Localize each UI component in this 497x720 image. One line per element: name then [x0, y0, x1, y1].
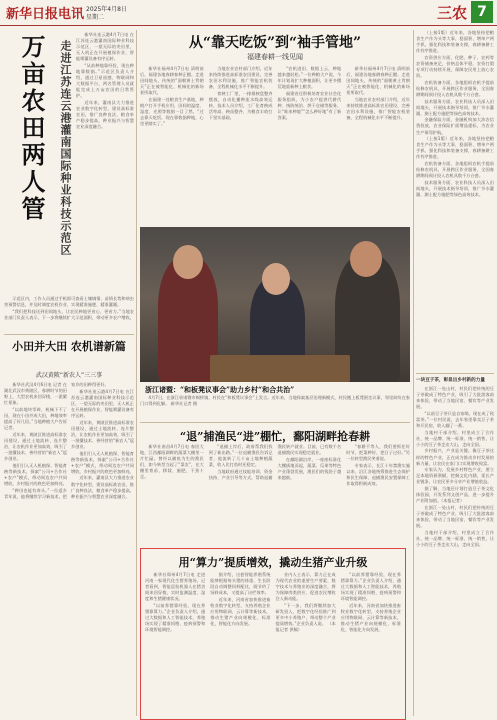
right-column-subheading: 一块豆子茶，彰显出乡村新的力量 [416, 378, 485, 383]
photo-person-right-face [350, 241, 382, 277]
left-article-subtitle: 走进江苏连云港灌南国际种业科技示范区 [59, 40, 72, 256]
issue-date: 2025年4月8日 [86, 6, 127, 13]
divider-left-horizontal [4, 334, 134, 335]
top-article-headline: 从“靠天吃饭”到“袖手管地” [188, 35, 362, 51]
middle-article-body: 新华社南昌4月7日电 春回大地，江西鄱阳湖畔的蔬菜大棚里一片忙碌。曾经以捕鱼为生的渔民们，如今转型当起了“菜农”，在大棚里育苗、移栽、施肥，干劲十足。 “退捕上岸后，政府帮我们找到了新出路。”一位退捕渔民告诉记者，他流转了几十亩土地种植蔬菜，收入比打鱼时还稳定。 当地政府通过技能培训、资金扶持、产业引导等方式，帮助退捕渔民转产就业。目前，已有数千名退捕渔民实现稳定就业。 在鄱阳湖沿岸，一座座标准化大棚拔地而起，蔬菜、瓜果等特色产业蓬勃发展，渔民们的钱袋子越来越鼓。 “春耕不等人，我们要抓住好时节，把菜种好、把日子过好。”另一位转型渔民笑着说。 专家表示，长江十年禁渔实施以来，沿江各地统筹推进生态保护和民生保障，退捕渔民安置保障工作取得积极成效。 [140, 444, 410, 487]
boxed-article-body: 新华社郑州4月7日电 走进河南一家现代化生猪养殖场，记者看到，智能巡检机器人在猪舍间来回穿梭，实时监测温度、湿度和生猪健康状况。 “以前养猪靠经验，现在养猪靠算力。”企业负责人介绍，通过大数据和人工智能技术，养殖场实现了精准饲喂、疫病预警和环境智能调控。 据介绍，这套智能养殖系统能够根据每头猪的体重、生长阶段自动调整饲料配比，既节约了饲料成本，又提高了出栏效率。 近年来，河南省加快推进畜牧业数字化转型，支持养殖企业应用物联网、云计算等新技术，推动生猪产业向规模化、标准化、智能化方向发展。 业内人士表示，算力正在成为现代农业的重要生产要素，数字技术与养殖业的深度融合，将为保障肉类供应、促进农民增收注入新动能。 “下一步，我们将继续加大研发投入，把数字化经验推广到更多中小养殖户，带动整个产业提质增效。”企业负责人说。 （本报记者 供稿） “以前养猪靠经验，现在养猪靠算力。”企业负责人介绍，通过大数据和人工智能技术，养殖场实现了精准饲喂、疫病预警和环境智能调控。 近年来，河南省加快推进畜牧业数字化转型，支持养殖企业应用物联网、云计算等新技术，推动生猪产业向规模化、标准化、智能化方向发展。 [145, 572, 401, 633]
right-column-body-bottom: 在浙江一处山村，村民们把传统的豆子茶做成了特色产业，吸引了大批游客前来体验，带动了当地民宿、餐饮等产业发展。 “以前豆子茶只是自家喝，现在成了致富茶。”一位村民说，去年家里靠卖豆子茶和开民宿，收入翻了一番。 当地村干部介绍，村里成立了合作社，统一品牌、统一标准、统一销售，让小小的豆子茶走出大山，走向全国。 乡村振兴，产业是关键。像豆子茶这样的特色产业，正在成为推动乡村发展的新力量，让农民在家门口实现增收致富。 专家认为，发展乡村特色产业，要立足本地资源禀赋，挖掘文化内涵，延长产业链条，让农民更多分享产业增值收益。 据了解，当地还计划打造豆子茶文化体验园，开发系列文创产品，进一步提升产业附加值。（本报记者） 在浙江一处山村，村民们把传统的豆子茶做成了特色产业，吸引了大批游客前来体验，带动了当地民宿、餐饮等产业发展。 当地村干部介绍，村里成立了合作社，统一品牌、统一标准、统一销售，让小小的豆子茶走出大山，走向全国。 [416, 386, 494, 547]
page-number-badge: 7 [471, 1, 493, 23]
section-title: 三农 [436, 4, 467, 22]
top-article-body: 新华社福州4月7日电 清明前后，福建各地春耕春种正酣。走进田间地头，传统的“面朝黄土背朝天”正在被智能化、机械化的新场景所取代。 在福建一处粮食生产基地，种植户打开手机应用，田间的温度、湿度、光照等数据一目了然。“过去靠天吃饭，现在靠数据种地，心里更踏实了。” 当地农业农村部门介绍，近年来持续推进高标准农田建设，完善农田水利设施，推广智能农机装备，全程机械化水平不断提升。 育秧工厂里，一排排秧盘整齐摆放，自动化播种流水线高效运转。技术人员介绍，工厂化育秧成活率高、秧苗整齐，为粮食丰收打下坚实基础。 “农机进田、数据上云，种地越来越轻松。”一位种粮大户说，今年计划再扩大种植面积，让更多撂荒地重新种上粮食。 福建省还积极培育农业社会化服务组织，为小农户提供代耕代种、统防统治、烘干仓储等服务，让“谁来种地”“怎么种好地”有了新答案。 新华社福州4月7日电 清明前后，福建各地春耕春种正酣。走进田间地头，传统的“面朝黄土背朝天”正在被智能化、机械化的新场景所取代。 当地农业农村部门介绍，近年来持续推进高标准农田建设，完善农田水利设施，推广智能农机装备，全程机械化水平不断提升。 [140, 66, 410, 127]
photo-caption-text: 4月7日，在浙江省诸暨市枫桥镇，村民在“和板凳议事会”上发言。近年来，当地探索基层治理新模式，村民搬上板凳围坐议事，邻里纠纷在家门口得到化解。 新华社记者 摄 [140, 395, 410, 407]
middle-article-headline: “退”捕渔民“进”棚忙，鄱阳湖畔抢春耕 [179, 430, 371, 443]
photo-person-left-face [173, 245, 203, 279]
left-article-body-a: 新华社连云港4月7日电 在江苏连云港灌南国际种业科技示范区，一望无际的麦田里，无人机正在开展植保作业，智能喷灌设备有序运转。 “从前种地靠经验，现在种地靠数据。”示范区负责人介绍，通过卫星遥感、物联网和大数据平台，两名管理人员就能完成上万亩农田的日常管护。 近年来，灌南县大力推进农业数字化转型，建设高标准农田，推广良种良法，粮食单产稳步提高，种业振兴与智慧农业深度融合。 [76, 32, 134, 130]
photo-person-center-face [262, 263, 290, 295]
photo-table [210, 355, 350, 382]
divider-right-vertical [413, 30, 414, 716]
divider-right-horizontal [416, 373, 494, 374]
newspaper-logo: 新华日报电讯 [6, 7, 85, 22]
divider-middle-horizontal [140, 422, 410, 423]
left-bottom-headline: 小田并大田 农机谱新篇 [12, 340, 126, 353]
boxed-article-headline: 用“算力”提质增效，撬动生猪产业升级 [178, 556, 368, 569]
news-photo [140, 227, 410, 382]
left-bottom-body: 新华社武汉4月6日电 记者 在湖北武汉市黄陂区，春耕时节的田野上，大型农机来回穿梭，一派繁忙景象。 “以前地块零碎，机械下不了田，现在小田并成大田，种地效率提高了好几倍。”当地种植大户告诉记者。 近年来，黄陂区推进高标准农田建设，通过土地流转、连片整治，让农机作业更加高效，吸引了一批懂技术、善经营的“新农人”返乡创业。 他们引入无人机植保、智能育秧等新技术，探索“公司+合作社+农户”模式，带动周边农户共同增收，乡村振兴的底色更加鲜亮。 “种田也能有奔头。”一位返乡青年说，他将继续学习新技术，把家乡的田种得更好。 新华社连云港4月7日电 在江苏连云港灌南国际种业科技示范区，一望无际的麦田里，无人机正在开展植保作业，智能喷灌设备有序运转。 近年来，黄陂区推进高标准农田建设，通过土地流转、连片整治，让农机作业更加高效，吸引了一批懂技术、善经营的“新农人”返乡创业。 他们引入无人机植保、智能育秧等新技术，探索“公司+合作社+农户”模式，带动周边农户共同增收，乡村振兴的底色更加鲜亮。 近年来，灌南县大力推进农业数字化转型，建设高标准农田，推广良种良法，粮食单产稳步提高，种业振兴与智慧农业深度融合。 [4, 382, 134, 499]
masthead [0, 0, 497, 26]
left-bottom-subhead: 武汉黄陂“新农人”三三事 [35, 372, 103, 379]
right-column-body-top: （上接1版）近年来，各地坚持把粮食生产作为头等大事，稳面积、增单产两手抓，强化科技和装备支撑，春耕备耕工作有序推进。 农资供应方面，化肥、种子、农药等农资储备充足，价格总体平稳，农资打假专项行动持续开展，保障农民用上放心农资。 农机装备方面，各地组织农机手提前检修农机具，开展跨区作业服务，全国春耕期间预计投入农机具数千万台套。 技术服务方面，农业科技人员深入田间地头，开展技术指导培训，推广节水灌溉、测土配方施肥等绿色高效技术。 金融保险方面，金融机构加大涉农信贷投放，农业保险扩面增品提标，为农业生产保驾护航。 （上接1版）近年来，各地坚持把粮食生产作为头等大事，稳面积、增单产两手抓，强化科技和装备支撑，春耕备耕工作有序推进。 农机装备方面，各地组织农机手提前检修农机具，开展跨区作业服务，全国春耕期间预计投入农机具数千万台套。 技术服务方面，农业科技人员深入田间地头，开展技术指导培训，推广节水灌溉、测土配方施肥等绿色高效技术。 [416, 30, 494, 197]
left-article-title: 万亩农田两人管 [17, 34, 46, 223]
left-article-body-b: 示范区内，工作人员通过手机即可查看土壤墒情、苗情长势和病虫害预警信息，并及时调度农机作业，实现精准施肥、精准灌溉。 “我们把科技送到田间地头，让农民种地更省心、更省力。”当地农业部门负责人表示，下一步将继续扩大示范面积，带动更多农户增收。 [4, 296, 134, 320]
top-article-subhead: 福建春耕一线见闻 [247, 53, 303, 61]
photo-caption-title: 浙江诸暨：“和板凳议事会”助力乡村“和合共治” [145, 385, 295, 394]
issue-weekday: 星期二 [86, 14, 105, 21]
divider-left-vertical [136, 30, 137, 716]
